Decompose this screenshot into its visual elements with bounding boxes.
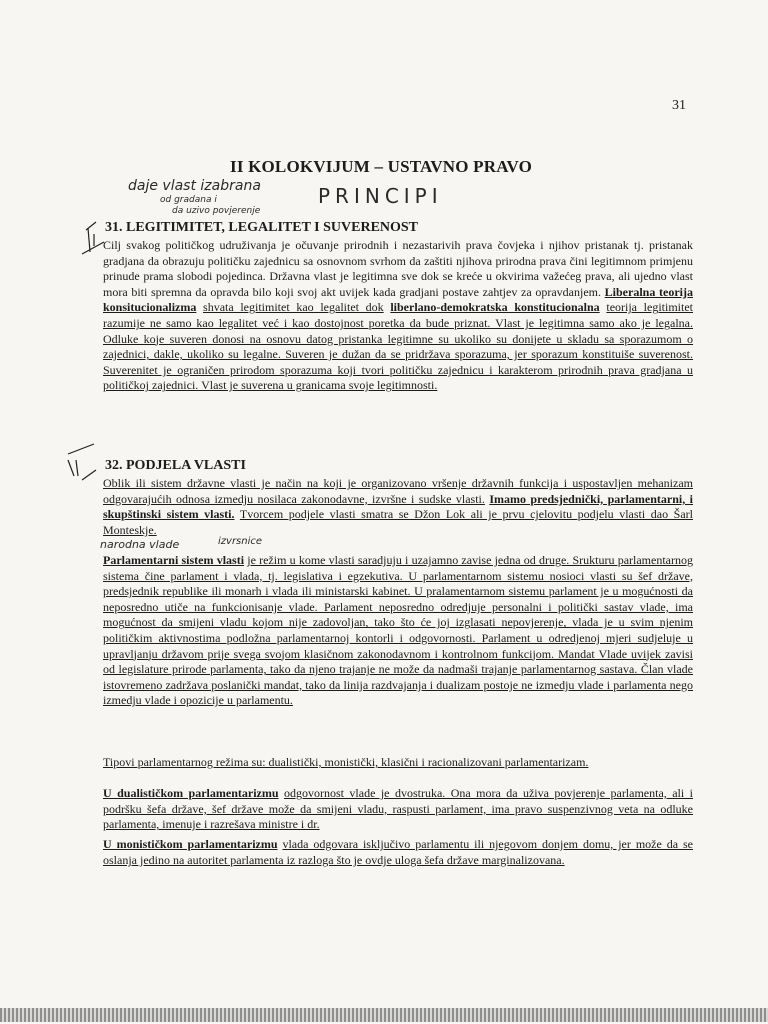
section-paragraph (103, 553, 693, 709)
section-paragraph (103, 786, 693, 833)
text: Tvorcem podjele vlasti smatra se Džon Lok ali je prvu cjelovitu podjelu vlasti dao Šarl Monteskje. (103, 507, 693, 537)
margin-mark-icon (60, 440, 100, 486)
section-paragraph (103, 837, 693, 868)
handwritten-note: izvrsnice (218, 536, 263, 547)
page-number: 31 (672, 98, 686, 113)
text: shvata legitimitet kao legalitet dok (203, 300, 384, 315)
page-title: II KOLOKVIJUM – USTAVNO PRAVO (230, 157, 533, 176)
text: Parlamentarni sistem vlasti (103, 553, 245, 567)
text: teorija legitimitet razumije ne samo kao legalitet već i kao dostojnost poretka da bude priznat. Vlast je legitimna samo ako je legalna. Odluke koje suveren donosi na osnovu datog pristanka legitimne su ukoliko su donijete u skladu sa sporazumom o zajednici, dakle, ukoliko su legalne. Suveren je dužan da se pridržava sporazuma, jer sporazum konstituiše suverenost. Suverenitet je ograničen prirodom sporazuma koji tvori političku zajednicu i karakterom prirodnih prava gradjana u političkoj zajednici. Vlast je suverena u granicama svoje legitimnosti. (103, 300, 693, 393)
section-heading: 31. LEGITIMITET, LEGALITET I SUVERENOST (105, 220, 419, 235)
section-paragraph (103, 476, 693, 538)
text: Tipovi parlamentarnog režima su: dualistički, monistički, klasični i racionalizovani parlamentarizam. (103, 755, 589, 769)
text: U dualističkom parlamentarizmu (103, 786, 279, 800)
text: liberlano-demokratska konstitucionalna (390, 300, 600, 315)
text: vlada odgovara isključivo parlamentu ili njegovom donjem domu, jer može da se oslanja jedino na autoritet parlamenta iz razloga što je ovdje uloga šefa države marginalizovana. (103, 837, 694, 867)
text: Liberalna teorija konsitucionalizma (103, 284, 693, 315)
handwritten-note: od gradana i (160, 195, 217, 205)
text: Oblik ili sistem državne vlasti je način na koji je organizovano vršenje državnih funkcija i uspostavljen mehanizam odgovarajućih odnosa izmedju nosilaca zakonodavne, izvršne i sudske vlasti. (103, 476, 693, 506)
handwritten-note: PRINCIPI (318, 184, 443, 208)
section-paragraph (103, 755, 693, 771)
handwritten-note: daje vlast izabrana (128, 178, 261, 194)
handwritten-note: narodna vlade (100, 538, 180, 551)
text: Cilj svakog političkog udruživanja je očuvanje prirodnih i nezastarivih prava čovjeka i njihov pristanak tj. pristanak gradjana da obrazuju političku zajednicu sa osnovnom svrhom da zaštiti njihova prirodna prava čini legitimnom primjenu prinude prama slobodi pojedinca. Državna vlast je legitimna sve dok se kreće u okvirima važećeg prava, ali ujedno vlast mora biti spremna da opravda bilo koji svoj akt uvijek kada gradjani postave zahtjev za opravdanjem. (103, 238, 693, 299)
text: odgovornost vlade je dvostruka. Ona mora da uživa povjerenje parlamenta, ali i podršku šefa države, šef države može da smijeni vladu, raspusti parlament, ima pravo suspenzivnog veta na odluke parlamenta, imenuje i razrešava ministre i dr. (103, 786, 693, 832)
section-heading: 32. PODJELA VLASTI (105, 458, 246, 473)
scan-edge-divider (0, 1008, 768, 1022)
section-paragraph (103, 238, 693, 394)
text: U monističkom parlamentarizmu (103, 837, 278, 851)
handwritten-note: da uzivo povjerenje (172, 206, 261, 216)
text: je režim u kome vlasti saradjuju i uzajamno zavise jedna od druge. Srukturu parlamentarnog sistema čine parlament i vlada, tj. legislativa i egzekutiva. U parlamentarnom sistemu nosioci vlasti su šef države, predsjednik republike ili monarh i vlada ili ministarski kabinet. U pralamentarnom sistemu parlament je u mogućnosti da neposredno utiče na funkcionisanje vlade. Parlament neposredno odredjuje personalni i politički sastav vlade, ima mogućnost da smijeni vladu kojom nije zadovoljan, tako što će joj izglasati nepovjerenje, vlada je u svim njenim političkim aktivnostima podložna parlamentarnoj kontorli i odgovornosti. Parlament u odredjenoj mjeri sudjeluje u upravljanju državom prije svega svojom klasičnom zakonodavnom i kontrolnom funkcijom. Mandat Vlade uvijek zavisi od legislature prirode parlamenta, tako da njeno trajanje ne može da nadmaši trajanje parlamentarnog sastava. Član vlade istovremeno zadržava poslanički mandat, tako da linija razdvajanja i dualizam postoje ne izmedju vlade i parlamenta nego izmedju vlade i opozicije u parlamentu. (103, 553, 693, 708)
text: Imamo predsjednički, parlamentarni, i skupštinski sistem vlasti. (103, 491, 694, 522)
